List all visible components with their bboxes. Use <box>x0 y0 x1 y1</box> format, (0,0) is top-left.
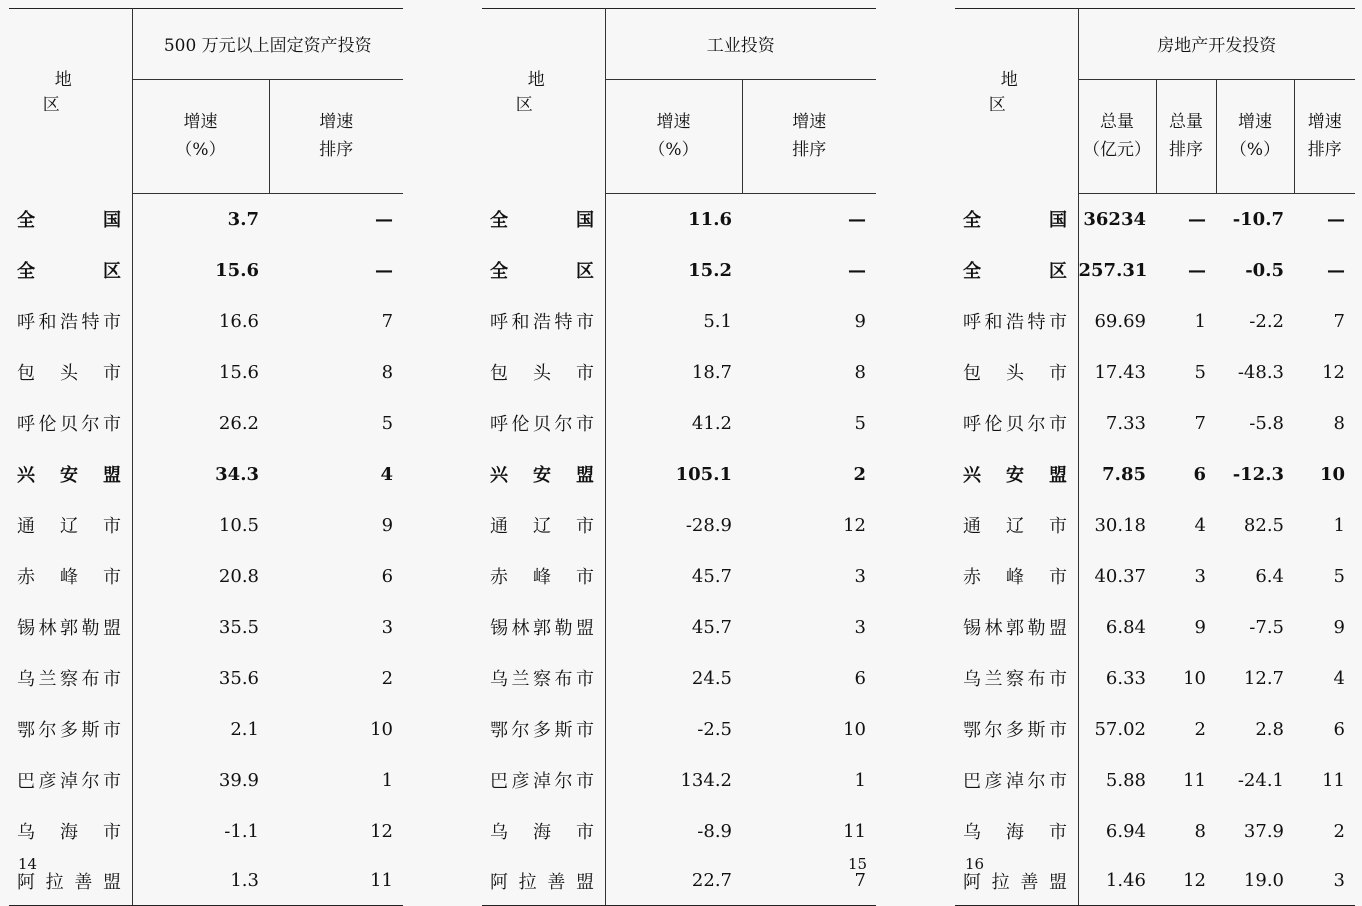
value-cell: — <box>1188 208 1206 230</box>
region-name: 赤 峰 市 <box>17 567 121 588</box>
value-cell: -1.1 <box>224 820 259 842</box>
value-cell: 105.1 <box>675 463 732 485</box>
data-table <box>9 8 403 906</box>
region-cell <box>955 347 1078 398</box>
value-cell: 10 <box>370 718 394 740</box>
value-cell: -0.5 <box>1245 259 1284 281</box>
value-cell: 57.02 <box>1094 718 1146 740</box>
sub-header: 增速 （%） <box>605 79 742 193</box>
value-cell: -12.3 <box>1232 463 1284 485</box>
region-cell <box>9 755 132 806</box>
table-row <box>482 602 876 653</box>
region-name: 鄂 尔 多 斯 市 <box>963 720 1067 741</box>
table-panel-industrial <box>482 8 876 906</box>
region-name: 全 区 <box>17 261 121 282</box>
region-cell <box>482 398 605 449</box>
table-row <box>482 347 876 398</box>
value-cell: — <box>1188 259 1206 281</box>
region-cell <box>9 347 132 398</box>
value-cell: 2 <box>1333 820 1345 842</box>
value-cell: 6.84 <box>1105 616 1146 638</box>
value-cell: — <box>848 259 866 281</box>
value-cell: 15.6 <box>215 259 259 281</box>
table-row <box>9 500 403 551</box>
value-cell: 41.2 <box>691 412 732 434</box>
region-name: 呼 伦 贝 尔 市 <box>963 414 1067 435</box>
group-title: 500 万元以上固定资产投资 <box>132 9 403 80</box>
region-cell <box>482 245 605 296</box>
region-name: 呼 和 浩 特 市 <box>17 312 121 333</box>
value-cell: 3 <box>1294 857 1355 906</box>
sub-header: 增速 （%） <box>132 79 269 193</box>
region-cell <box>482 704 605 755</box>
value-cell: 10 <box>1319 463 1345 485</box>
value-cell: 12.7 <box>1243 667 1284 689</box>
value-cell: 7.85 <box>1102 463 1146 485</box>
region-cell <box>482 347 605 398</box>
region-cell <box>9 806 132 857</box>
group-title: 房地产开发投资 <box>1078 9 1355 80</box>
page-number: 14 <box>18 855 38 873</box>
region-name: 乌 兰 察 布 市 <box>490 669 594 690</box>
table-row <box>9 296 403 347</box>
value-cell: 37.9 <box>1243 820 1284 842</box>
table-row <box>955 551 1355 602</box>
table-row <box>955 806 1355 857</box>
value-cell: 4 <box>1194 514 1206 536</box>
page-number: 15 <box>848 855 868 873</box>
region-cell <box>955 245 1078 296</box>
table-row <box>482 857 876 906</box>
value-cell: -10.7 <box>1232 208 1284 230</box>
value-cell: 16.6 <box>218 310 259 332</box>
value-cell: -2.2 <box>1249 310 1284 332</box>
value-cell: 11 <box>1183 769 1206 791</box>
table-row <box>482 704 876 755</box>
region-name: 呼 伦 贝 尔 市 <box>17 414 121 435</box>
table-row <box>482 398 876 449</box>
value-cell: 7 <box>742 857 876 906</box>
table-panel-real-estate <box>955 8 1355 906</box>
region-cell <box>955 193 1078 245</box>
value-cell: 1 <box>1333 514 1345 536</box>
value-cell: 8 <box>381 361 394 383</box>
value-cell: — <box>375 259 394 281</box>
value-cell: -7.5 <box>1249 616 1284 638</box>
region-cell <box>482 193 605 245</box>
sub-header: 增速 排序 <box>269 79 403 193</box>
region-name: 兴 安 盟 <box>490 465 594 486</box>
region-name: 乌 兰 察 布 市 <box>17 669 121 690</box>
value-cell: 3 <box>381 616 394 638</box>
table-row <box>482 806 876 857</box>
value-cell: 7 <box>1194 412 1206 434</box>
value-cell: -5.8 <box>1249 412 1284 434</box>
table-row <box>955 193 1355 245</box>
value-cell: 7.33 <box>1105 412 1146 434</box>
region-name: 巴 彦 淖 尔 市 <box>490 771 594 792</box>
table-row <box>955 500 1355 551</box>
region-cell <box>955 755 1078 806</box>
value-cell: 9 <box>381 514 394 536</box>
region-cell <box>955 602 1078 653</box>
region-name: 全 国 <box>17 209 121 231</box>
value-cell: 10 <box>843 718 866 740</box>
value-cell: 35.5 <box>218 616 259 638</box>
table-row <box>9 755 403 806</box>
table-row <box>9 245 403 296</box>
table-row <box>955 755 1355 806</box>
table-row <box>482 500 876 551</box>
region-name: 全 区 <box>490 261 594 282</box>
region-cell <box>9 551 132 602</box>
region-name: 全 国 <box>490 209 594 231</box>
value-cell: — <box>375 208 394 230</box>
value-cell: 5 <box>1194 361 1206 383</box>
value-cell: -28.9 <box>685 514 732 536</box>
value-cell: 6.94 <box>1105 820 1146 842</box>
table-row <box>482 296 876 347</box>
value-cell: 3.7 <box>227 208 259 230</box>
value-cell: 4 <box>380 463 394 485</box>
value-cell: 1.3 <box>132 857 269 906</box>
sub-header: 增速 排序 <box>742 79 876 193</box>
value-cell: 22.7 <box>605 857 742 906</box>
table-row <box>9 602 403 653</box>
table-row <box>9 347 403 398</box>
value-cell: 1 <box>381 769 394 791</box>
region-cell <box>482 500 605 551</box>
table-row <box>9 857 403 906</box>
table-row <box>9 653 403 704</box>
region-name: 鄂 尔 多 斯 市 <box>490 720 594 741</box>
region-name: 锡 林 郭 勒 盟 <box>490 618 594 639</box>
region-cell <box>955 398 1078 449</box>
region-name: 包 头 市 <box>17 363 121 384</box>
table-row <box>955 245 1355 296</box>
value-cell: 257.31 <box>1078 259 1148 281</box>
region-name: 赤 峰 市 <box>963 567 1067 588</box>
value-cell: 1 <box>854 769 866 791</box>
table-row <box>482 245 876 296</box>
value-cell: 9 <box>1194 616 1206 638</box>
value-cell: — <box>848 208 866 230</box>
value-cell: 12 <box>843 514 866 536</box>
region-cell <box>482 653 605 704</box>
value-cell: 19.0 <box>1216 857 1294 906</box>
region-name: 乌 兰 察 布 市 <box>963 669 1067 690</box>
region-header: 地 区 <box>482 9 605 194</box>
region-cell <box>9 653 132 704</box>
region-name: 兴 安 盟 <box>963 465 1067 486</box>
region-cell <box>955 704 1078 755</box>
table-row <box>955 296 1355 347</box>
value-cell: 12 <box>1156 857 1216 906</box>
value-cell: 6.33 <box>1105 667 1146 689</box>
value-cell: 5 <box>381 412 394 434</box>
table-row <box>955 449 1355 500</box>
value-cell: 2.1 <box>230 718 259 740</box>
region-name: 通 辽 市 <box>17 516 121 537</box>
region-name: 乌 海 市 <box>963 822 1067 843</box>
value-cell: 1.46 <box>1078 857 1156 906</box>
value-cell: 6 <box>854 667 866 689</box>
region-cell <box>482 296 605 347</box>
value-cell: 45.7 <box>691 565 732 587</box>
region-name: 赤 峰 市 <box>490 567 594 588</box>
value-cell: 10 <box>1183 667 1206 689</box>
region-cell <box>482 755 605 806</box>
region-cell <box>955 296 1078 347</box>
region-name: 阿 拉 善 盟 <box>963 871 1067 893</box>
value-cell: 11 <box>269 857 403 906</box>
value-cell: 11 <box>1322 769 1345 791</box>
value-cell: 6 <box>1193 463 1206 485</box>
region-name: 乌 海 市 <box>17 822 121 843</box>
data-table <box>955 8 1355 906</box>
value-cell: 69.69 <box>1094 310 1146 332</box>
region-name: 全 国 <box>963 209 1067 231</box>
value-cell: 134.2 <box>680 769 732 791</box>
value-cell: 8 <box>1194 820 1206 842</box>
value-cell: 40.37 <box>1094 565 1146 587</box>
value-cell: 36234 <box>1083 208 1146 230</box>
region-cell <box>9 245 132 296</box>
table-row <box>9 449 403 500</box>
value-cell: 11 <box>843 820 866 842</box>
region-cell <box>9 449 132 500</box>
table-row <box>9 704 403 755</box>
table-row <box>955 602 1355 653</box>
data-table <box>482 8 876 906</box>
value-cell: 7 <box>1333 310 1345 332</box>
table-row <box>955 398 1355 449</box>
table-row <box>482 449 876 500</box>
value-cell: 2 <box>853 463 866 485</box>
value-cell: 2 <box>1194 718 1206 740</box>
table-row <box>955 704 1355 755</box>
region-name: 鄂 尔 多 斯 市 <box>17 720 121 741</box>
value-cell: 8 <box>1333 412 1345 434</box>
region-name: 阿 拉 善 盟 <box>17 871 121 893</box>
value-cell: 3 <box>854 565 866 587</box>
region-cell <box>482 806 605 857</box>
region-cell <box>482 602 605 653</box>
region-name: 锡 林 郭 勒 盟 <box>17 618 121 639</box>
region-name: 巴 彦 淖 尔 市 <box>17 771 121 792</box>
value-cell: 30.18 <box>1094 514 1146 536</box>
region-name: 巴 彦 淖 尔 市 <box>963 771 1067 792</box>
value-cell: -24.1 <box>1237 769 1284 791</box>
region-cell <box>955 806 1078 857</box>
region-name: 乌 海 市 <box>490 822 594 843</box>
value-cell: 6 <box>1333 718 1345 740</box>
value-cell: 12 <box>1322 361 1345 383</box>
sub-header: 增速 排序 <box>1294 79 1355 193</box>
value-cell: 2 <box>381 667 394 689</box>
value-cell: 7 <box>381 310 394 332</box>
value-cell: -8.9 <box>697 820 732 842</box>
sub-header: 总量 （亿元） <box>1078 79 1156 193</box>
table-row <box>9 398 403 449</box>
value-cell: 1 <box>1194 310 1206 332</box>
value-cell: 5 <box>854 412 866 434</box>
table-row <box>955 857 1355 906</box>
region-name: 通 辽 市 <box>490 516 594 537</box>
value-cell: 3 <box>854 616 866 638</box>
value-cell: 35.6 <box>218 667 259 689</box>
value-cell: 11.6 <box>688 208 732 230</box>
value-cell: — <box>1327 259 1345 281</box>
table-row <box>482 551 876 602</box>
value-cell: 6 <box>381 565 394 587</box>
sub-header: 总量 排序 <box>1156 79 1216 193</box>
value-cell: — <box>1327 208 1345 230</box>
value-cell: 45.7 <box>691 616 732 638</box>
region-cell <box>9 193 132 245</box>
region-cell <box>9 602 132 653</box>
value-cell: 9 <box>1333 616 1345 638</box>
value-cell: -2.5 <box>697 718 732 740</box>
table-panel-fixed-asset <box>9 8 403 906</box>
region-name: 全 区 <box>963 261 1067 282</box>
value-cell: 18.7 <box>691 361 732 383</box>
value-cell: 5.1 <box>703 310 732 332</box>
sub-header: 增速 （%） <box>1216 79 1294 193</box>
region-cell <box>482 551 605 602</box>
value-cell: 26.2 <box>218 412 259 434</box>
value-cell: 12 <box>370 820 394 842</box>
region-name: 包 头 市 <box>490 363 594 384</box>
region-name: 呼 和 浩 特 市 <box>490 312 594 333</box>
table-row <box>955 653 1355 704</box>
region-name: 包 头 市 <box>963 363 1067 384</box>
value-cell: 24.5 <box>691 667 732 689</box>
table-row <box>9 551 403 602</box>
value-cell: 10.5 <box>218 514 259 536</box>
table-row <box>482 755 876 806</box>
value-cell: 6.4 <box>1255 565 1284 587</box>
value-cell: 8 <box>854 361 866 383</box>
value-cell: 5.88 <box>1105 769 1146 791</box>
value-cell: 9 <box>854 310 866 332</box>
value-cell: 5 <box>1333 565 1345 587</box>
value-cell: 15.6 <box>218 361 259 383</box>
region-header: 地 区 <box>955 9 1078 194</box>
value-cell: 2.8 <box>1255 718 1284 740</box>
value-cell: 4 <box>1333 667 1345 689</box>
region-cell <box>955 449 1078 500</box>
region-cell <box>9 500 132 551</box>
value-cell: 82.5 <box>1243 514 1284 536</box>
value-cell: 20.8 <box>218 565 259 587</box>
value-cell: 34.3 <box>215 463 259 485</box>
page-number: 16 <box>965 855 985 873</box>
region-name: 阿 拉 善 盟 <box>490 871 594 893</box>
table-row <box>9 806 403 857</box>
region-name: 呼 和 浩 特 市 <box>963 312 1067 333</box>
table-row <box>482 193 876 245</box>
value-cell: 39.9 <box>218 769 259 791</box>
region-header: 地 区 <box>9 9 132 194</box>
region-cell <box>482 449 605 500</box>
group-title: 工业投资 <box>605 9 876 80</box>
value-cell: 15.2 <box>688 259 732 281</box>
region-name: 通 辽 市 <box>963 516 1067 537</box>
region-cell <box>9 704 132 755</box>
region-name: 锡 林 郭 勒 盟 <box>963 618 1067 639</box>
table-row <box>955 347 1355 398</box>
region-cell <box>955 551 1078 602</box>
region-cell <box>482 857 605 906</box>
region-cell <box>955 500 1078 551</box>
value-cell: 17.43 <box>1094 361 1146 383</box>
region-cell <box>9 296 132 347</box>
value-cell: -48.3 <box>1237 361 1284 383</box>
region-cell <box>955 653 1078 704</box>
table-row <box>482 653 876 704</box>
region-cell <box>9 398 132 449</box>
region-name: 兴 安 盟 <box>17 465 121 486</box>
value-cell: 3 <box>1194 565 1206 587</box>
region-name: 呼 伦 贝 尔 市 <box>490 414 594 435</box>
table-row <box>9 193 403 245</box>
